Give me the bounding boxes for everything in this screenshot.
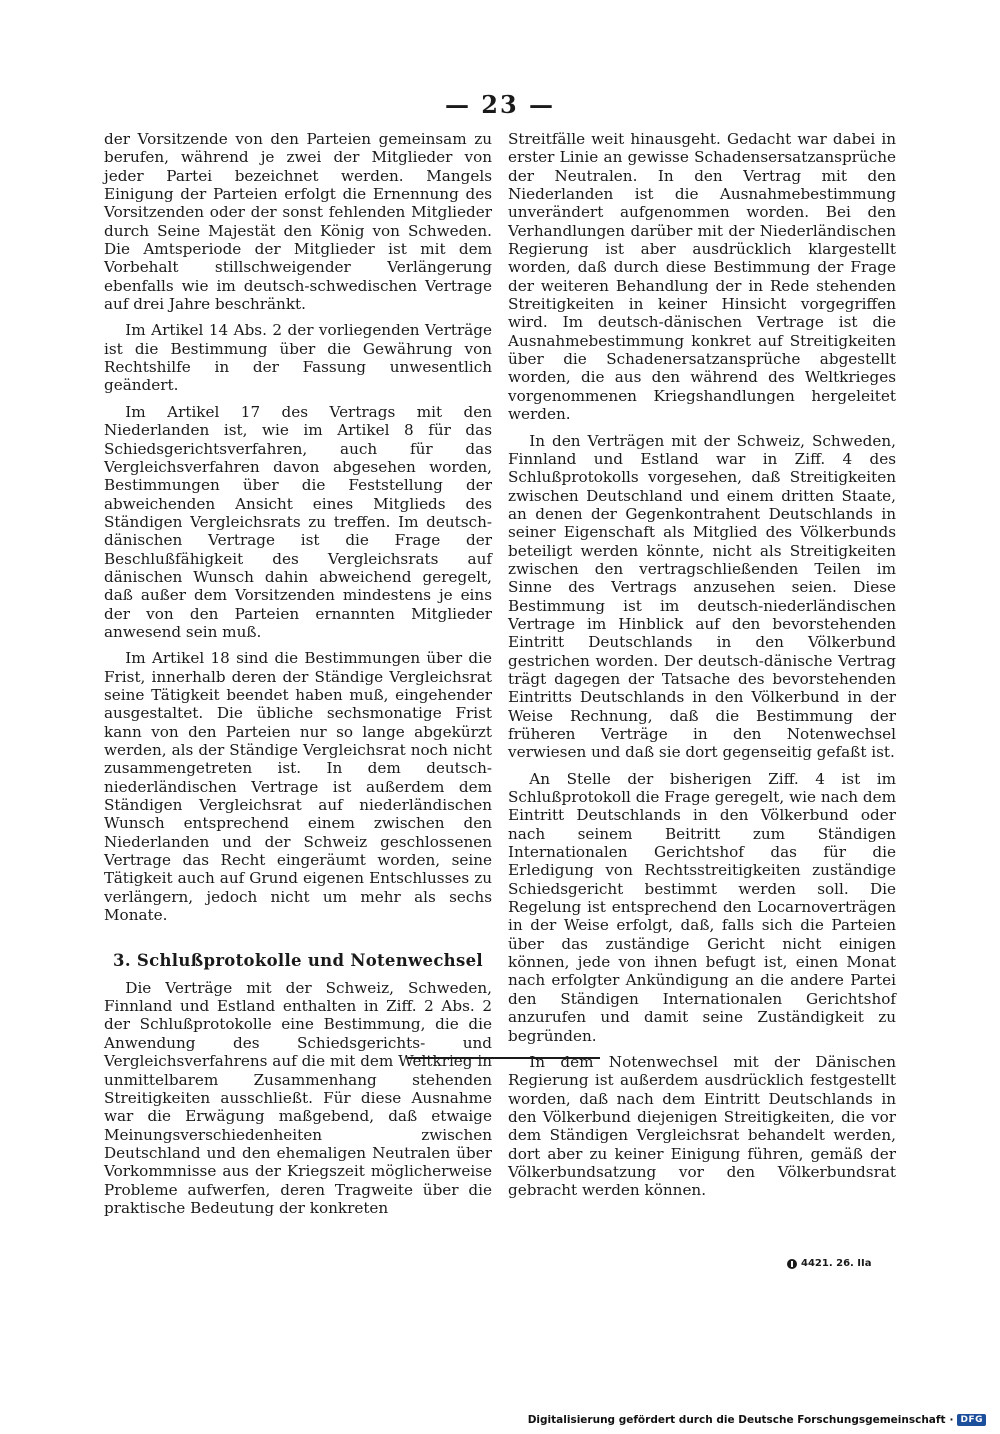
closing-rule	[408, 1057, 600, 1059]
left-column	[104, 130, 492, 1225]
footer-separator: ·	[949, 1414, 954, 1426]
paragraph: In den Verträgen mit der Schweiz, Schweden, Finnland und Estland war in Ziff. 4 des Schlußprotokolls vorgesehen, daß Streitigkeiten zwischen Deutschland und einem dritten Staate, an denen der Gegenkontrahent Deutschlands in seiner Eigenschaft als Mitglied des Völkerbunds beteiligt werden könnte, nicht als Streitigkeiten zwischen den vertragschließenden Teilen im Sinne des Vertrags anzusehen seien. Diese Bestimmung ist im deutsch-niederländischen Vertrage im Hinblick auf den bevorstehenden Eintritt Deutschlands in den Völkerbund gestrichen worden. Der deutsch-dänische Vertrag trägt dagegen der Tatsache des bevorstehenden Eintritts Deutschlands in den Völkerbund in der Weise Rechnung, daß die Bestimmung der früheren Verträge in den Notenwechsel verwiesen und daß sie dort gegenseitig gefaßt ist.	[508, 431, 896, 762]
paragraph: Im Artikel 18 sind die Bestimmungen über die Frist, innerhalb deren der Ständige Vergleichsrat seine Tätigkeit beendet haben muß, eingehender ausgestaltet. Die übliche sechsmonatige Frist kann von den Parteien nur so lange abgekürzt werden, als der Ständige Vergleichsrat noch nicht zusammengetreten ist. In dem deutsch-niederländischen Vertrage ist außerdem dem Ständigen Vergleichsrat auf niederländischen Wunsch entsprechend einem zwischen den Niederlanden und der Schweiz geschlossenen Vertrage das Recht eingeräumt worden, seine Tätigkeit auch auf Grund eigenen Entschlusses zu verlängern, jedoch nicht um mehr als sechs Monate.	[104, 649, 492, 925]
printer-seal-icon	[787, 1259, 797, 1269]
paragraph: An Stelle der bisherigen Ziff. 4 ist im Schlußprotokoll die Frage geregelt, wie nach dem Eintritt Deutschlands in den Völkerbund oder nach seinem Beitritt zum Ständigen Internationalen Gerichtshof das für die Erledigung von Rechtsstreitigkeiten zuständige Schiedsgericht bestimmt werden soll. Die Regelung ist entsprechend den Locarnoverträgen in der Weise erfolgt, daß, falls sich die Parteien über das zuständige Gericht nicht einigen können, jede von ihnen befugt ist, einen Monat nach erfolgter Ankündigung an die andere Partei den Ständigen Internationalen Gerichtshof anzurufen und damit seine Zuständigkeit zu begründen.	[508, 769, 896, 1045]
paragraph: Streitfälle weit hinausgeht. Gedacht war dabei in erster Linie an gewisse Schadensersatzansprüche der Neutralen. In den Vertrag mit den Niederlanden ist die Ausnahmebestimmung unverändert aufgenommen worden. Bei den Verhandlungen darüber mit der Niederländischen Regierung ist aber ausdrücklich klargestellt worden, daß durch diese Bestimmung der Frage der weiteren Behandlung der in Rede stehenden Streitigkeiten in keiner Hinsicht vorgegriffen wird. Im deutsch-dänischen Vertrage ist die Ausnahmebestimmung konkret auf Streitigkeiten über die Schadenersatzansprüche abgestellt worden, die aus den während des Weltkrieges vorgenommenen Kriegshandlungen hergeleitet werden.	[508, 130, 896, 424]
paragraph: der Vorsitzende von den Parteien gemeinsam zu berufen, während je zwei der Mitglieder von jeder Partei bezeichnet werden. Mangels Einigung der Parteien erfolgt die Ernennung des Vorsitzenden oder der sonst fehlenden Mitglieder durch Seine Majestät den König von Schweden. Die Amtsperiode der Mitglieder ist mit dem Vorbehalt stillschweigender Verlängerung ebenfalls wie im deutsch-schwedischen Vertrage auf drei Jahre beschränkt.	[104, 130, 492, 314]
right-column	[508, 130, 896, 1208]
footer-text: Digitalisierung gefördert durch die Deutsche Forschungsgemeinschaft	[527, 1414, 946, 1426]
paragraph: In dem Notenwechsel mit der Dänischen Regierung ist außerdem ausdrücklich festgestellt worden, daß nach dem Eintritt Deutschlands in den Völkerbund diejenigen Streitigkeiten, die vor dem Ständigen Vergleichsrat behandelt werden, dort aber zu keiner Einigung führen, gemäß der Völkerbundsatzung vor den Völkerbundsrat gebracht werden können.	[508, 1052, 896, 1200]
printer-mark-text: 4421. 26. IIa	[801, 1258, 872, 1269]
paragraph: Die Verträge mit der Schweiz, Schweden, Finnland und Estland enthalten in Ziff. 2 Abs. 2 der Schlußprotokolle eine Bestimmung, die die Anwendung des Schiedsgerichts- und Vergleichsverfahrens auf die mit dem Weltkrieg in unmittelbarem Zusammenhang stehenden Streitigkeiten ausschließt. Für diese Ausnahme war die Erwägung maßgebend, daß etwaige Meinungsverschiedenheiten zwischen Deutschland und den ehemaligen Neutralen über Vorkommnisse aus der Kriegszeit möglicherweise Probleme aufwerfen, deren Tragweite über die praktische Bedeutung der konkreten	[104, 978, 492, 1217]
page-number: — 23 —	[444, 90, 556, 119]
dfg-logo-icon: DFG	[957, 1414, 986, 1426]
paragraph: Im Artikel 14 Abs. 2 der vorliegenden Verträge ist die Bestimmung über die Gewährung von Rechtshilfe in der Fassung unwesentlich geändert.	[104, 321, 492, 395]
section-heading: 3. Schlußprotokolle und Notenwechsel	[113, 951, 483, 971]
digitization-footer	[528, 1414, 986, 1426]
paragraph: Im Artikel 17 des Vertrags mit den Niederlanden ist, wie im Artikel 8 für das Schiedsgerichtsverfahren, auch für das Vergleichsverfahren davon abgesehen worden, Bestimmungen über die Feststellung der abweichenden Ansicht eines Mitglieds des Ständigen Vergleichsrats zu treffen. Im deutsch-dänischen Vertrage ist die Frage der Beschlußfähigkeit des Vergleichsrats auf dänischen Wunsch dahin abweichend geregelt, daß außer dem Vorsitzenden mindestens je eins der von den Parteien ernannten Mitglieder anwesend sein muß.	[104, 402, 492, 641]
printer-mark	[787, 1258, 872, 1269]
